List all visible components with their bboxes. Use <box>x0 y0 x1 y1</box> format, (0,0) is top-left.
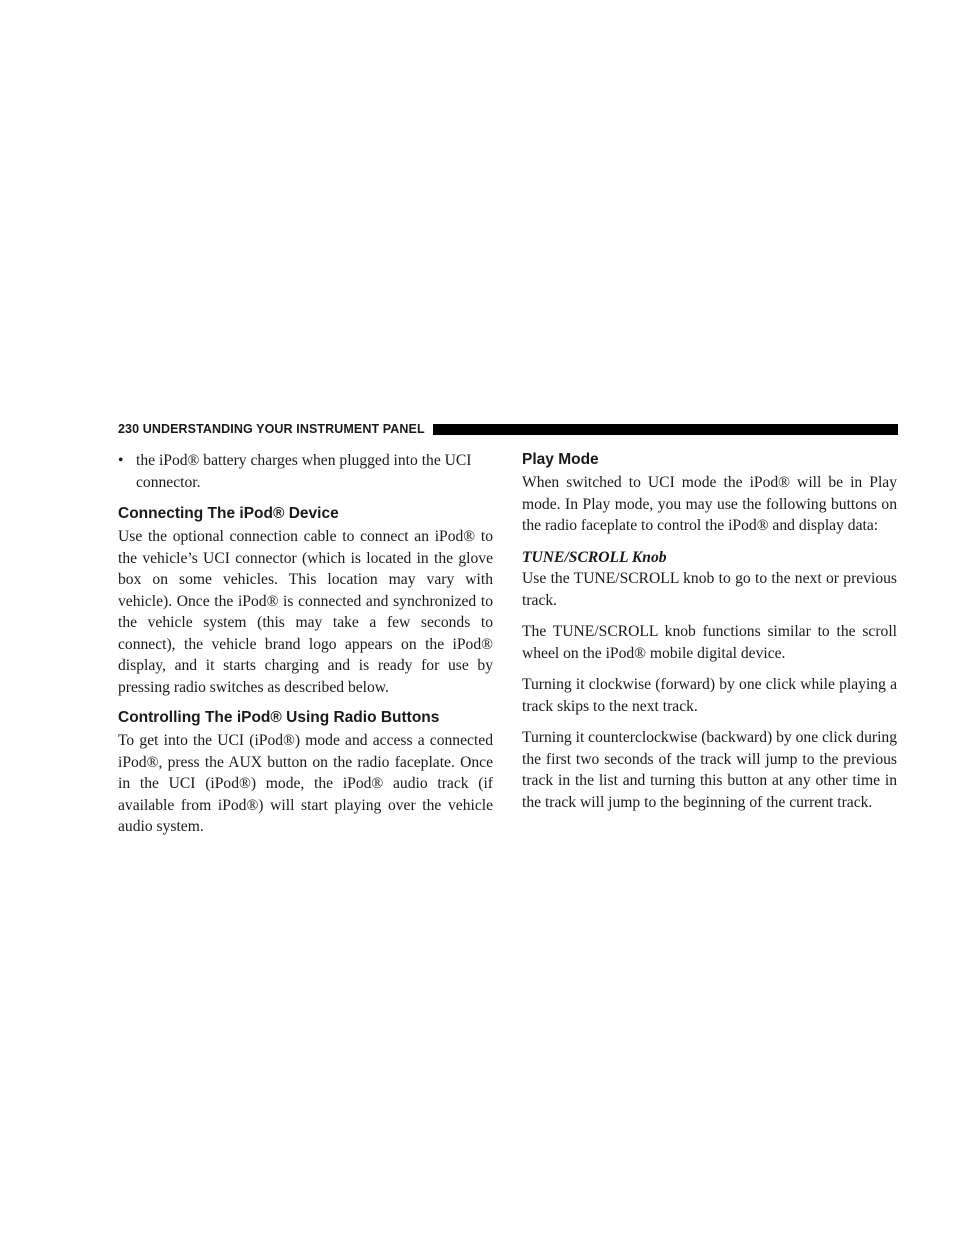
section-heading-connecting: Connecting The iPod® Device <box>118 505 339 522</box>
paragraph-tune-scroll-2: The TUNE/SCROLL knob functions similar to the scroll wheel on the iPod® mobile digital device. <box>522 623 897 662</box>
bullet-item <box>118 450 493 493</box>
section-intro-play-mode: When switched to UCI mode the iPod® will be in Play mode. In Play mode, you may use the following buttons on the radio faceplate to control the iPod® and display data: <box>522 474 897 534</box>
bullet-text: the iPod® battery charges when plugged into the UCI connector. <box>136 452 472 491</box>
paragraph-tune-scroll-4: Turning it counterclockwise (backward) by one click during the first two seconds of the track will jump to the previous track in the list and turning this button at any other time in the track will jump to the beginning of the current track. <box>522 729 897 811</box>
header-rule-bar <box>433 424 898 435</box>
left-column <box>118 450 493 838</box>
bullet-mark: • <box>118 452 124 469</box>
page-header-text: 230 UNDERSTANDING YOUR INSTRUMENT PANEL <box>118 422 425 436</box>
paragraph-tune-scroll-1: Use the TUNE/SCROLL knob to go to the next or previous track. <box>522 570 897 609</box>
right-column <box>522 450 897 813</box>
section-heading-controlling: Controlling The iPod® Using Radio Buttons <box>118 709 440 726</box>
subsection-heading-tune-scroll: TUNE/SCROLL Knob <box>522 548 667 566</box>
page-header <box>118 421 898 437</box>
section-body-controlling: To get into the UCI (iPod®) mode and access a connected iPod®, press the AUX button on the radio faceplate. Once in the UCI (iPod®) mode, the iPod® audio track (if available from iPod®) will start playing over the vehicle audio system. <box>118 732 493 835</box>
section-body-connecting: Use the optional connection cable to connect an iPod® to the vehicle’s UCI connector (which is located in the glove box on some vehicles. This location may vary with vehicle). Once the iPod® is connected and synchronized to the vehicle system (this may take a few seconds to connect), the vehicle brand logo appears on the iPod® display, and it starts charging and is ready for use by pressing radio switches as described below. <box>118 528 493 696</box>
paragraph-tune-scroll-3: Turning it clockwise (forward) by one click while playing a track skips to the next track. <box>522 676 897 715</box>
section-heading-play-mode: Play Mode <box>522 451 599 468</box>
